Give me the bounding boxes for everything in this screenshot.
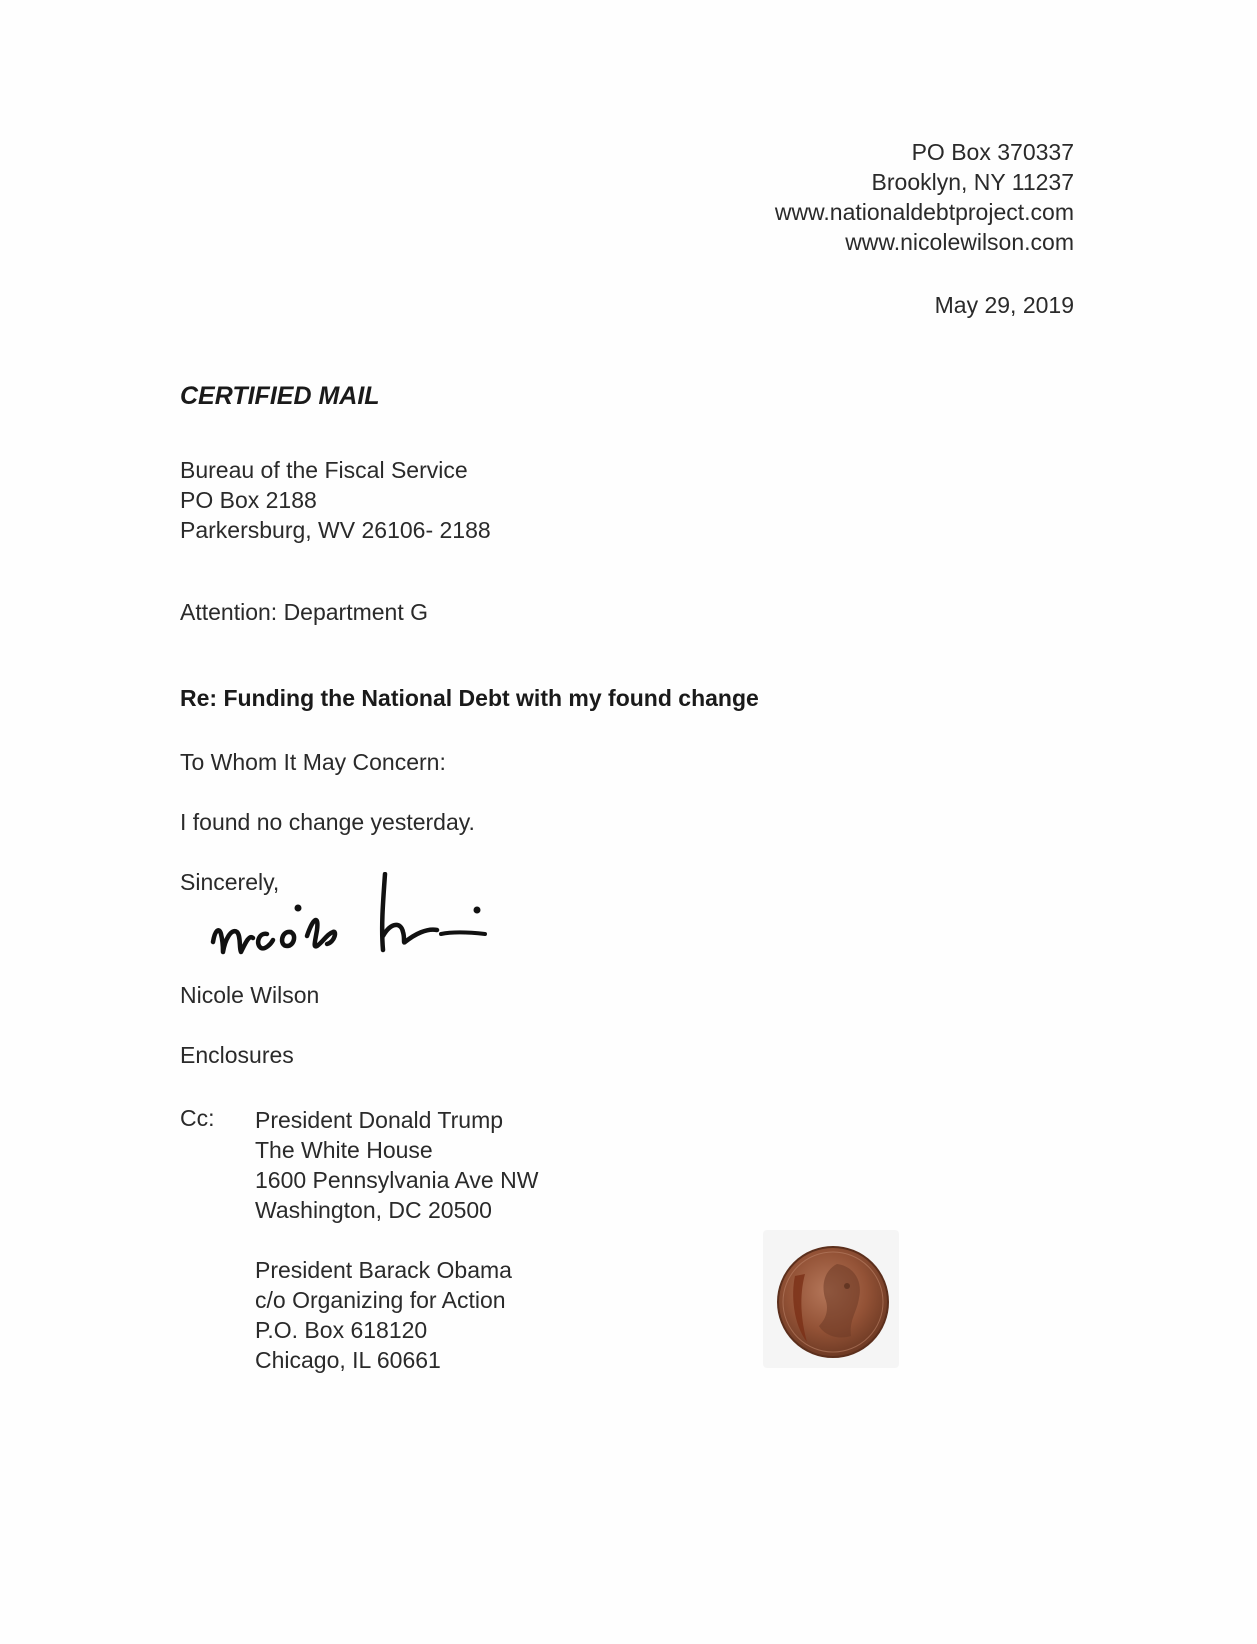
cc-recipient: [255, 1105, 538, 1225]
cc-recipient-line2: P.O. Box 618120: [255, 1317, 428, 1343]
letter-date: May 29, 2019: [934, 292, 1074, 318]
attention-line-block: [180, 597, 428, 627]
signature-icon: [205, 872, 505, 972]
sender-website-1: www.nationaldebtproject.com: [774, 199, 1074, 225]
cc-recipient-line3: Washington, DC 20500: [255, 1197, 492, 1223]
recipient-po-box: PO Box 2188: [180, 487, 317, 513]
sender-website-2: www.nicolewilson.com: [845, 229, 1074, 255]
penny-coin-icon: [755, 1224, 905, 1374]
body-block: [180, 807, 475, 837]
certified-mail-heading: CERTIFIED MAIL: [180, 382, 380, 410]
sender-po-box: PO Box 370337: [911, 139, 1074, 165]
closing: Sincerely,: [180, 869, 280, 895]
signer-name: Nicole Wilson: [180, 982, 320, 1008]
sender-address: [775, 137, 1074, 257]
sender-city-state-zip: Brooklyn, NY 11237: [871, 169, 1074, 195]
date-block: [935, 290, 1074, 320]
enclosures-note: Enclosures: [180, 1042, 294, 1068]
recipient-address: [180, 455, 491, 545]
salutation: To Whom It May Concern:: [180, 749, 446, 775]
subject-line: Re: Funding the National Debt with my found change: [180, 685, 759, 711]
cc-recipient-line1: The White House: [255, 1137, 433, 1163]
attention-line: Attention: Department G: [180, 599, 429, 625]
cc-recipient-line3: Chicago, IL 60661: [255, 1347, 441, 1373]
cc-recipient: [255, 1255, 512, 1375]
enclosures-block: [180, 1040, 294, 1070]
cc-label: Cc:: [180, 1105, 215, 1131]
cc-recipient-name: President Donald Trump: [255, 1107, 504, 1133]
recipient-name: Bureau of the Fiscal Service: [180, 457, 468, 483]
cc-recipient-line1: c/o Organizing for Action: [255, 1287, 506, 1313]
cc-recipient-line2: 1600 Pennsylvania Ave NW: [255, 1167, 539, 1193]
salutation-block: [180, 747, 446, 777]
body-text: I found no change yesterday.: [180, 809, 475, 835]
signer-block: [180, 980, 319, 1010]
recipient-city-state-zip: Parkersburg, WV 26106- 2188: [180, 517, 491, 543]
cc-recipient-name: President Barack Obama: [255, 1257, 512, 1283]
